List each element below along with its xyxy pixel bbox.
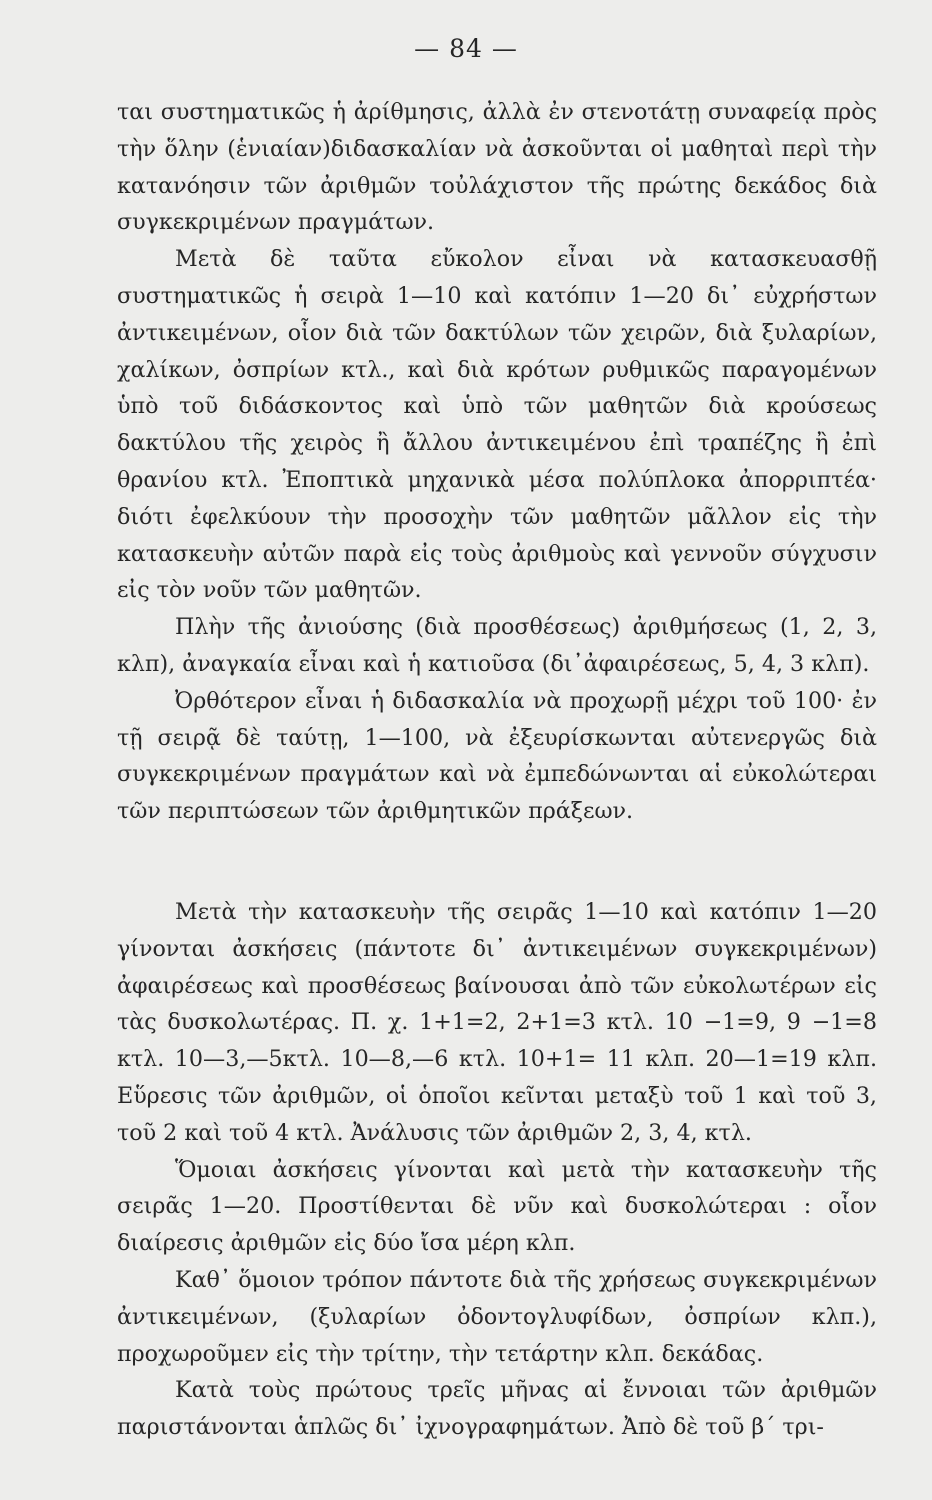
paragraph-8: Κατὰ τοὺς πρώτους τρεῖς μῆνας αἱ ἔννοιαι τῶν ἀριθμῶν παριστάνονται ἁπλῶς δι᾿ ἰχνογραφημάτων. Ἀπὸ δὲ τοῦ β΄ τρι- bbox=[117, 1377, 877, 1441]
paragraph-4: Ὀρθότερον εἶναι ἡ διδασκαλία νὰ προχωρῇ μέχρι τοῦ 100· ἐν τῇ σειρᾷ δὲ ταύτῃ, 1—100, νὰ ἐξευρίσκωνται αὐτενεργῶς διὰ συγκεκριμένων πραγμάτων καὶ νὰ ἐμπεδώνωνται αἱ εὐκολώτεραι τῶν περιπτώσεων τῶν ἀριθμητικῶν πράξεων. bbox=[117, 687, 877, 825]
paragraph-2: Μετὰ δὲ ταῦτα εὔκολον εἶναι νὰ κατασκευασθῇ συστηματικῶς ἡ σειρὰ 1—10 καὶ κατόπιν 1—20 δι᾿ εὐχρήστων ἀντικειμένων, οἷον διὰ τῶν δακτύλων τῶν χειρῶν, διὰ ξυλαρίων, χαλίκων, ὀσπρίων κτλ., καὶ διὰ κρότων ρυθμικῶς παραγομένων ὑπὸ τοῦ διδάσκοντος καὶ ὑπὸ τῶν μαθητῶν διὰ κρούσεως δακτύλου τῆς χειρὸς ἢ ἄλλου ἀντικειμένου ἐπὶ τραπέζης ἢ ἐπὶ θρανίου κτλ. Ἐποπτικὰ μηχανικὰ μέσα πολύπλοκα ἀπορριπτέα· διότι ἐφελκύουν τὴν προσοχὴν τῶν μαθητῶν μᾶλλον εἰς τὴν κατασκευὴν αὐτῶν παρὰ εἰς τοὺς ἀριθμοὺς καὶ γεννοῦν σύγχυσιν εἰς τὸν νοῦν τῶν μαθητῶν. bbox=[117, 246, 877, 604]
paragraph-7: Καθ᾿ ὅμοιον τρόπον πάντοτε διὰ τῆς χρήσεως συγκεκριμένων ἀντικειμένων, (ξυλαρίων ὀδοντογλυφίδων, ὀσπρίων κλπ.), προχωροῦμεν εἰς τὴν τρίτην, τὴν τετάρτην κλπ. δεκάδας. bbox=[117, 1266, 877, 1367]
paragraph-1: ται συστηματικῶς ἡ ἀρίθμησις, ἀλλὰ ἐν στενοτάτῃ συναφείᾳ πρὸς τὴν ὅλην (ἑνιαίαν)διδασκαλίαν νὰ ἀσκοῦνται οἱ μαθηταὶ περὶ τὴν κατανόησιν τῶν ἀριθμῶν τοὐλάχιστον τῆς πρώτης δεκάδος διὰ συγκεκριμένων πραγμάτων. bbox=[117, 99, 877, 236]
paragraph-5: Μετὰ τὴν κατασκευὴν τῆς σειρᾶς 1—10 καὶ κατόπιν 1—20 γίνονται ἀσκήσεις (πάντοτε δι᾿ ἀντικειμένων συγκεκριμένων) ἀφαιρέσεως καὶ προσθέσεως βαίνουσαι ἀπὸ τῶν εὐκολωτέρων εἰς τὰς δυσκολωτέρας. Π. χ. 1+1=2, 2+1=3 κτλ. 10 −1=9, 9 −1=8 κτλ. 10—3,—5κτλ. 10—8,—6 κτλ. 10+1= 11 κλπ. 20—1=19 κλπ. Εὕρεσις τῶν ἀριθμῶν, οἱ ὁποῖοι κεῖνται μεταξὺ τοῦ 1 καὶ τοῦ 3, τοῦ 2 καὶ τοῦ 4 κτλ. Ἀνάλυσις τῶν ἀριθμῶν 2, 3, 4, κτλ. bbox=[117, 898, 877, 1146]
paragraph-3: Πλὴν τῆς ἀνιούσης (διὰ προσθέσεως) ἀριθμήσεως (1, 2, 3, κλπ), ἀναγκαία εἶναι καὶ ἡ κατιοῦσα (δι᾿ἀφαιρέσεως, 5, 4, 3 κλπ). bbox=[117, 614, 877, 677]
paragraph-6: Ὅμοιαι ἀσκήσεις γίνονται καὶ μετὰ τὴν κατασκευὴν τῆς σειρᾶς 1—20. Προστίθενται δὲ νῦν καὶ δυσκολώτεραι : οἷον διαίρεσις ἀριθμῶν εἰς δύο ἴσα μέρη κλπ. bbox=[117, 1156, 877, 1257]
page-number: — 84 — bbox=[414, 34, 518, 63]
body-text bbox=[117, 94, 877, 1446]
